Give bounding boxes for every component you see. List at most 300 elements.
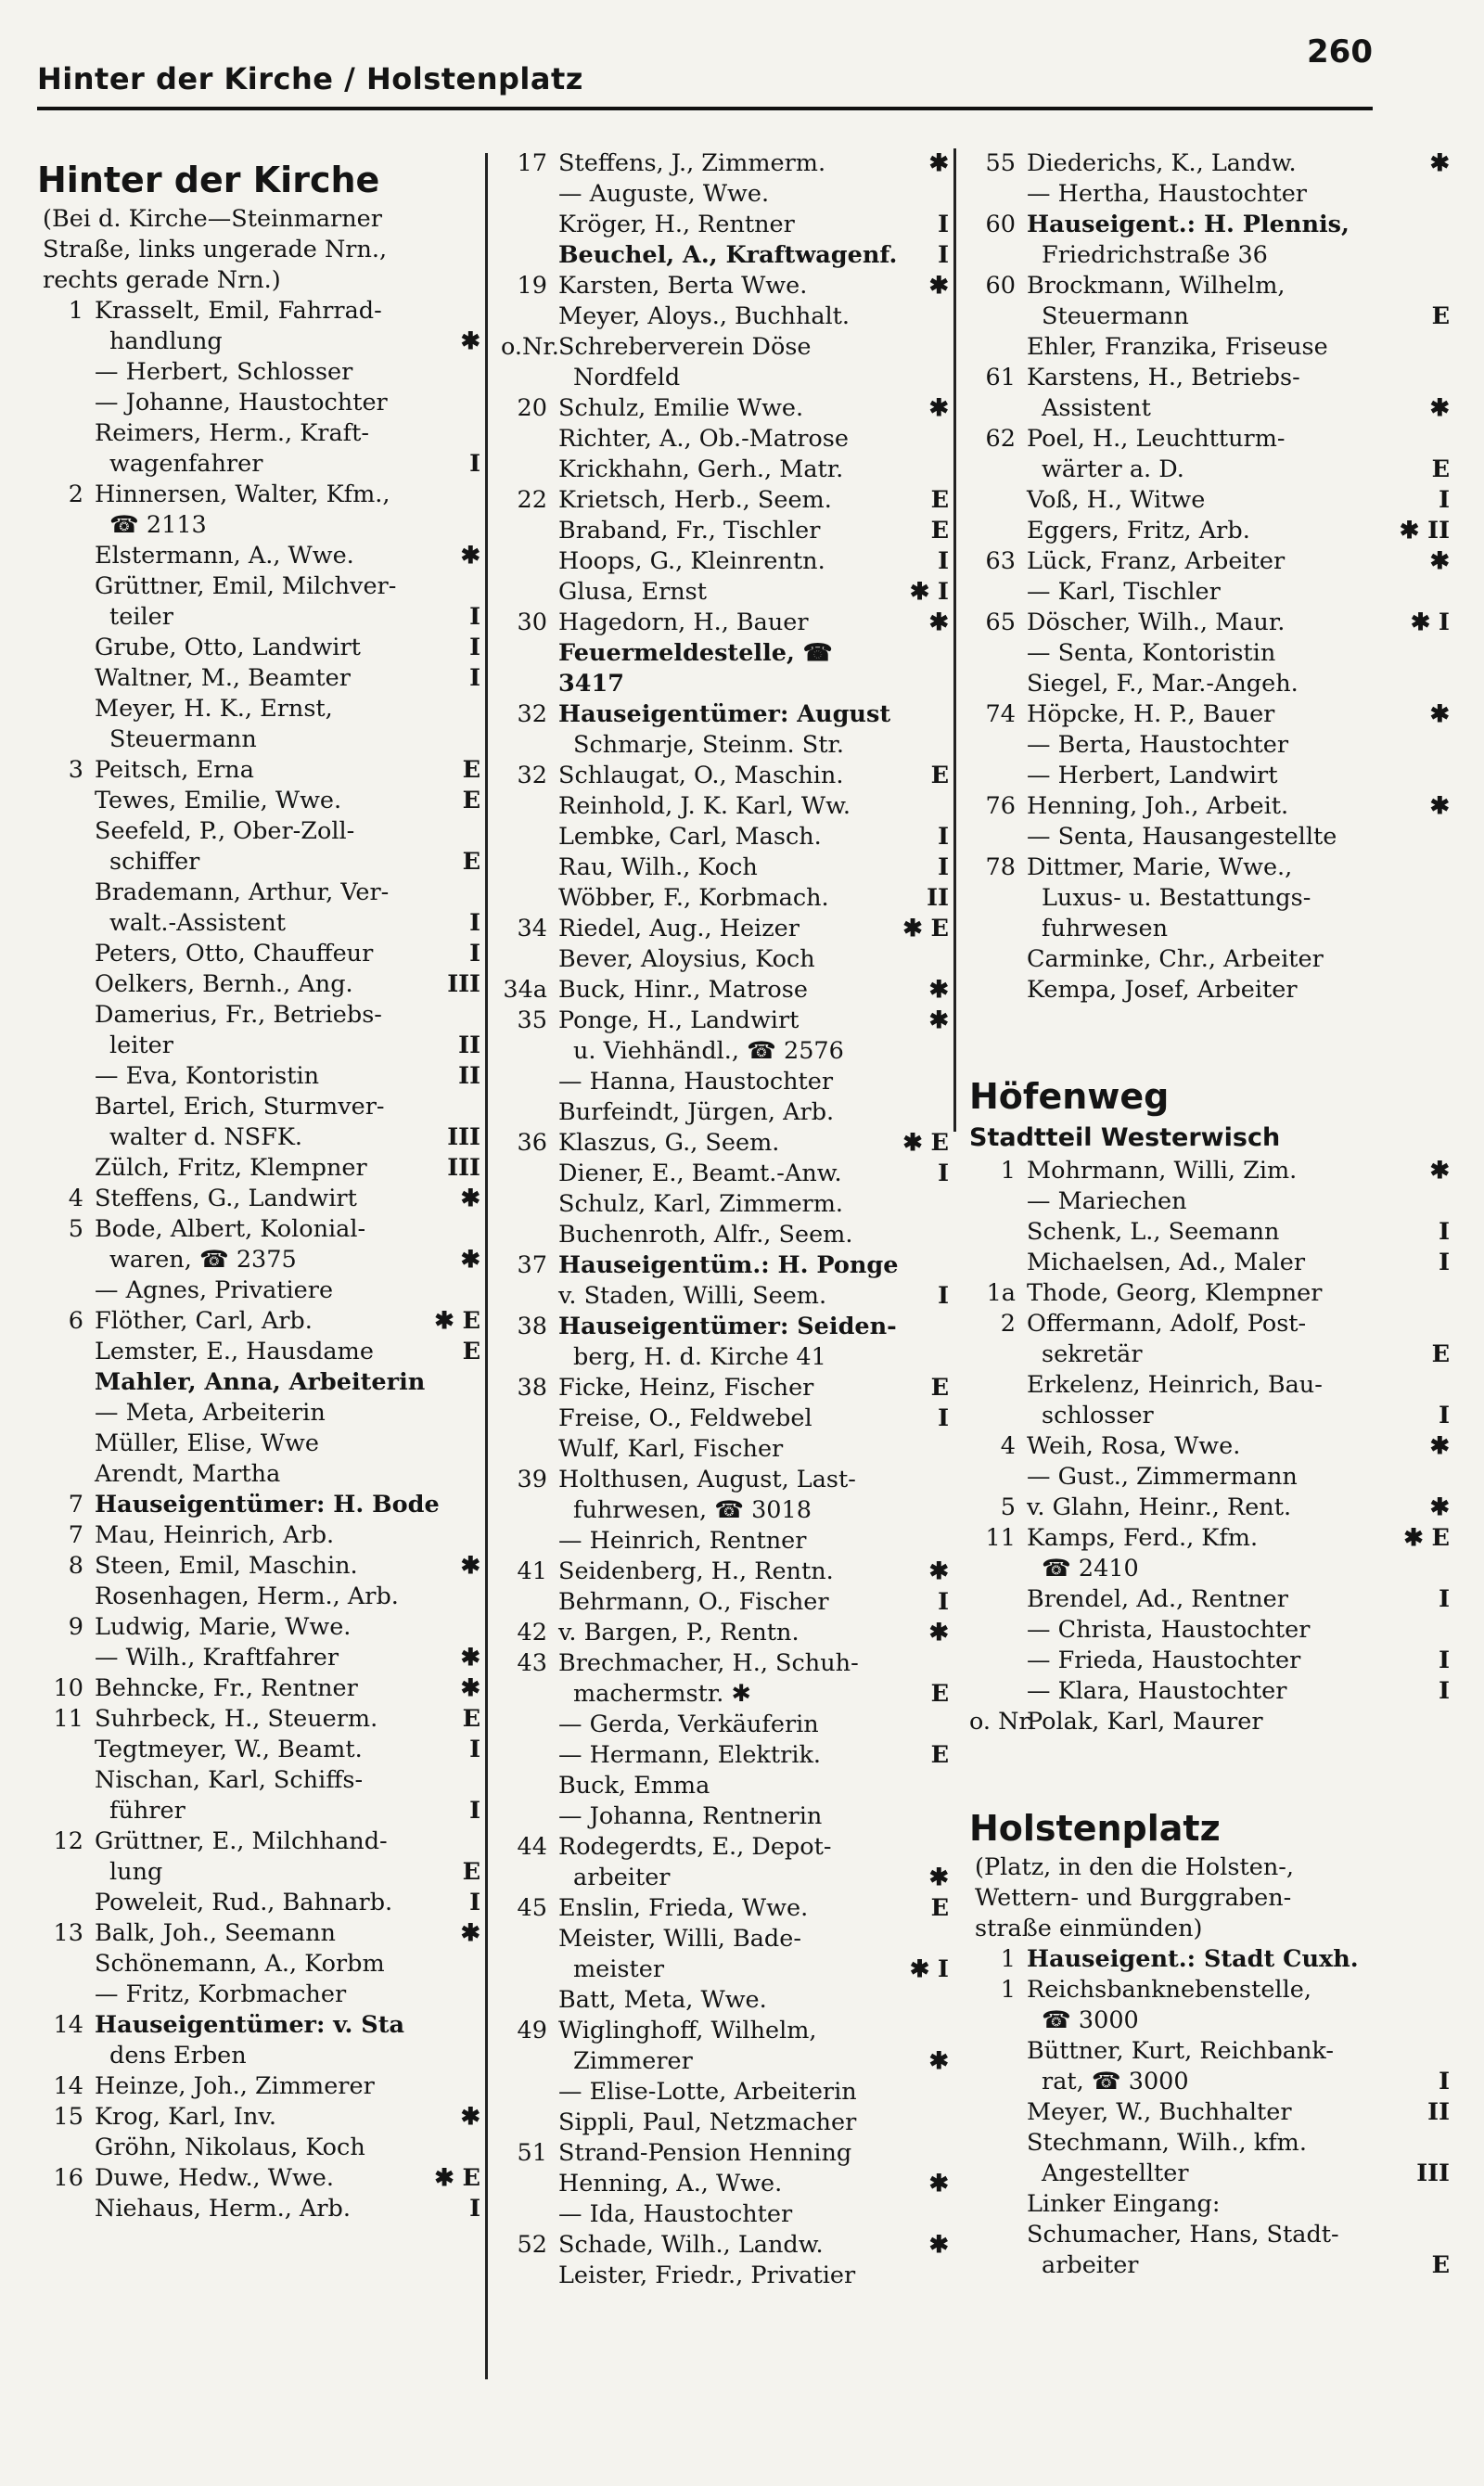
resident-text: Brademann, Arthur, Ver- [95, 878, 390, 906]
house-number: 10 [53, 1674, 83, 1702]
floor-marker: ✱ [928, 149, 949, 177]
directory-entry [969, 363, 1452, 393]
floor-marker: ✱ E [902, 1129, 949, 1157]
column-right [969, 148, 1452, 2281]
directory-entry [969, 852, 1452, 883]
resident-text: waren, ☎ 2375 [109, 1246, 297, 1274]
directory-entry [969, 1523, 1452, 1554]
resident-text: Assistent [1042, 394, 1151, 422]
resident-text: rat, ☎ 3000 [1042, 2068, 1189, 2095]
resident-text: Nischan, Karl, Schiffs- [95, 1766, 364, 1794]
resident-text: — Johanna, Rentnerin [558, 1802, 823, 1830]
directory-entry [37, 1857, 482, 1888]
resident-text: Schulz, Emilie Wwe. [558, 394, 804, 422]
directory-entry [501, 210, 951, 240]
resident-text: — Herbert, Landwirt [1027, 762, 1278, 789]
resident-text: Döscher, Wilh., Maur. [1027, 609, 1286, 636]
directory-entry [969, 240, 1452, 271]
resident-text: Holthusen, August, Last- [558, 1466, 856, 1493]
house-number: 44 [517, 1833, 547, 1861]
street-heading: Holstenplatz [969, 1808, 1221, 1849]
resident-text: 3417 [558, 670, 624, 698]
resident-text: — Elise-Lotte, Arbeiterin [558, 2078, 857, 2106]
resident-text: ☎ 2113 [109, 511, 207, 539]
resident-text: Burfeindt, Jürgen, Arb. [558, 1098, 835, 1126]
directory-entry [501, 546, 951, 577]
resident-text: schlosser [1042, 1402, 1154, 1429]
resident-text: walter d. NSFK. [109, 1123, 302, 1151]
resident-text: Meyer, H. K., Ernst, [95, 695, 333, 723]
house-number: 60 [985, 272, 1016, 300]
directory-entry [501, 2077, 951, 2108]
floor-marker: I [938, 1160, 949, 1187]
house-number: 22 [517, 486, 547, 514]
resident-text: fuhrwesen, ☎ 3018 [573, 1496, 812, 1524]
floor-marker: ✱ I [909, 1955, 949, 1983]
directory-entry [501, 1648, 951, 1679]
house-number: 52 [517, 2231, 547, 2259]
directory-entry [501, 1006, 951, 1036]
house-number: 11 [985, 1524, 1016, 1552]
directory-entry [501, 1159, 951, 1189]
resident-text: Eggers, Fritz, Arb. [1027, 517, 1250, 545]
floor-marker: ✱ [460, 1246, 480, 1274]
house-number: 15 [53, 2103, 83, 2131]
resident-text: Dittmer, Marie, Wwe., [1027, 853, 1293, 881]
resident-text: Krickhahn, Gerh., Matr. [558, 455, 844, 483]
resident-text: schiffer [109, 848, 200, 876]
directory-entry [969, 271, 1452, 301]
resident-text: Brockmann, Wilhelm, [1027, 272, 1286, 300]
directory-entry [501, 1220, 951, 1250]
resident-text: Sippli, Paul, Netzmacher [558, 2108, 857, 2136]
directory-entry [969, 1217, 1452, 1248]
house-number: 62 [985, 425, 1016, 453]
floor-marker: E [462, 1705, 480, 1733]
resident-text: v. Glahn, Heinr., Rent. [1027, 1493, 1292, 1521]
column-left [37, 148, 482, 2224]
directory-entry [501, 179, 951, 210]
resident-text: Höpcke, H. P., Bauer [1027, 700, 1275, 728]
directory-entry [501, 975, 951, 1006]
house-number: 74 [985, 700, 1016, 728]
resident-text: Polak, Karl, Maurer [1027, 1708, 1263, 1736]
resident-text: Richter, A., Ob.-Matrose [558, 425, 849, 453]
street-heading: Hinter der Kirche [37, 160, 380, 200]
directory-entry [501, 1465, 951, 1495]
directory-entry [501, 1036, 951, 1067]
directory-entry [969, 1248, 1452, 1278]
resident-text: Schlaugat, O., Maschin. [558, 762, 844, 789]
resident-text: Steffens, J., Zimmerm. [558, 149, 826, 177]
street-description: (Bei d. Kirche—Steinmarner [43, 205, 382, 233]
resident-text: — Auguste, Wwe. [558, 180, 770, 208]
resident-text: Grüttner, E., Milchhand- [95, 1827, 388, 1855]
floor-marker: I [938, 1282, 949, 1310]
resident-text: Hauseigent.: H. Plennis, [1027, 211, 1350, 238]
house-number: 30 [517, 609, 547, 636]
directory-entry [501, 730, 951, 761]
floor-marker: E [1431, 302, 1450, 330]
floor-marker: I [469, 940, 480, 967]
floor-marker: ✱ [1429, 394, 1450, 422]
resident-text: — Klara, Haustochter [1027, 1677, 1287, 1705]
house-number: 16 [53, 2164, 83, 2192]
house-number: 19 [517, 272, 547, 300]
floor-marker: III [1416, 2159, 1450, 2187]
floor-marker: ✱ [460, 1674, 480, 1702]
directory-entry [969, 1646, 1452, 1676]
directory-entry [969, 730, 1452, 761]
directory-entry [501, 1189, 951, 1220]
resident-text: ☎ 3000 [1042, 2006, 1139, 2034]
resident-text: Meyer, Aloys., Buchhalt. [558, 302, 851, 330]
house-number: 43 [517, 1649, 547, 1677]
directory-entry [501, 1526, 951, 1557]
directory-entry [969, 2005, 1452, 2036]
directory-entry [969, 2067, 1452, 2097]
directory-entry [37, 1398, 482, 1429]
directory-entry [501, 485, 951, 516]
directory-entry [37, 1367, 482, 1398]
resident-text: führer [109, 1797, 186, 1825]
district-subheading: Stadtteil Westerwisch [969, 1123, 1281, 1152]
directory-entry [969, 1615, 1452, 1646]
directory-entry [969, 1370, 1452, 1401]
directory-entry [969, 699, 1452, 730]
house-number: 20 [517, 394, 547, 422]
resident-text: — Berta, Haustochter [1027, 731, 1289, 759]
resident-text: — Johanne, Haustochter [95, 389, 388, 416]
resident-text: Nordfeld [573, 364, 681, 391]
directory-entry [37, 2010, 482, 2041]
directory-entry [969, 393, 1452, 424]
resident-text: Steuermann [1042, 302, 1189, 330]
directory-entry [969, 577, 1452, 608]
floor-marker: II [927, 884, 949, 912]
resident-text: Brendel, Ad., Rentner [1027, 1585, 1288, 1613]
directory-entry [501, 822, 951, 852]
house-number: 37 [517, 1251, 547, 1279]
resident-text: — Herbert, Schlosser [95, 358, 353, 386]
directory-entry [37, 1949, 482, 1980]
house-number: 78 [985, 853, 1016, 881]
directory-entry [37, 1796, 482, 1826]
resident-text: Hinnersen, Walter, Kfm., [95, 481, 390, 508]
floor-marker: ✱ [928, 1557, 949, 1585]
resident-text: Rau, Wilh., Koch [558, 853, 758, 881]
directory-entry [969, 148, 1452, 179]
resident-text: — Senta, Kontoristin [1027, 639, 1276, 667]
house-number: 65 [985, 609, 1016, 636]
resident-text: Lemster, E., Hausdame [95, 1338, 374, 1365]
directory-entry [37, 327, 482, 357]
page-number: 260 [1307, 33, 1373, 70]
floor-marker: E [930, 762, 949, 789]
house-number: 6 [68, 1307, 83, 1335]
house-number: 1 [68, 297, 83, 325]
floor-marker: III [447, 970, 480, 998]
directory-entry [37, 2133, 482, 2163]
resident-text: berg, H. d. Kirche 41 [573, 1343, 826, 1371]
directory-entry [501, 1832, 951, 1863]
resident-text: Suhrbeck, H., Steuerm. [95, 1705, 378, 1733]
resident-text: Grüttner, Emil, Milchver- [95, 572, 397, 600]
resident-text: — Fritz, Korbmacher [95, 1980, 347, 2008]
resident-text: Kamps, Ferd., Kfm. [1027, 1524, 1259, 1552]
directory-entry [501, 1067, 951, 1097]
directory-entry [37, 296, 482, 327]
resident-text: Hoops, G., Kleinrentn. [558, 547, 825, 575]
floor-marker: ✱ I [909, 578, 949, 606]
resident-text: Linker Eingang: [1027, 2190, 1221, 2218]
directory-entry [969, 638, 1452, 669]
directory-entry [969, 2220, 1452, 2250]
resident-text: Ficke, Heinz, Fischer [558, 1374, 814, 1402]
resident-text: Lück, Franz, Arbeiter [1027, 547, 1286, 575]
street-description: straße einmünden) [975, 1915, 1203, 1942]
floor-marker: E [1431, 455, 1450, 483]
directory-entry [501, 852, 951, 883]
resident-text: Schade, Wilh., Landw. [558, 2231, 824, 2259]
resident-text: Schumacher, Hans, Stadt- [1027, 2221, 1339, 2249]
directory-entry [501, 638, 951, 669]
directory-entry [969, 944, 1452, 975]
floor-marker: III [447, 1154, 480, 1182]
resident-text: Flöther, Carl, Arb. [95, 1307, 313, 1335]
directory-entry [501, 240, 951, 271]
floor-marker: ✱ [1429, 149, 1450, 177]
directory-entry [37, 1153, 482, 1184]
directory-entry [37, 1612, 482, 1643]
resident-text: Diederichs, K., Landw. [1027, 149, 1297, 177]
directory-entry [969, 516, 1452, 546]
directory-entry [969, 2097, 1452, 2128]
resident-text: Reinhold, J. K. Karl, Ww. [558, 792, 851, 820]
resident-text: Thode, Georg, Klempner [1027, 1279, 1323, 1307]
floor-marker: E [462, 1338, 480, 1365]
floor-marker: ✱ [928, 1619, 949, 1647]
directory-entry [969, 914, 1452, 944]
house-number: 5 [68, 1215, 83, 1243]
floor-marker: ✱ I [1410, 609, 1450, 636]
directory-entry [501, 1740, 951, 1771]
directory-entry [501, 1801, 951, 1832]
floor-marker: I [1439, 1585, 1450, 1613]
directory-entry [969, 1278, 1452, 1309]
resident-text: Braband, Fr., Tischler [558, 517, 821, 545]
resident-text: Wiglinghoff, Wilhelm, [558, 2017, 817, 2044]
directory-entry [37, 1306, 482, 1337]
resident-text: Mau, Heinrich, Arb. [95, 1521, 335, 1549]
floor-marker: ✱ [1429, 1157, 1450, 1185]
resident-text: Diener, E., Beamt.-Anw. [558, 1160, 842, 1187]
directory-entry [501, 363, 951, 393]
directory-entry [37, 1031, 482, 1061]
directory-entry [501, 148, 951, 179]
house-number: 34 [517, 915, 547, 942]
house-number: 13 [53, 1919, 83, 1947]
resident-text: — Eva, Kontoristin [95, 1062, 320, 1090]
resident-text: Erkelenz, Heinrich, Bau- [1027, 1371, 1323, 1399]
directory-entry [37, 1673, 482, 1704]
resident-text: Schreberverein Döse [558, 333, 812, 361]
directory-entry [37, 1765, 482, 1796]
resident-text: — Wilh., Kraftfahrer [95, 1644, 339, 1672]
resident-text: Karsten, Berta Wwe. [558, 272, 808, 300]
directory-entry [37, 633, 482, 663]
floor-marker: E [462, 756, 480, 784]
floor-marker: I [469, 2195, 480, 2223]
directory-entry [501, 1679, 951, 1710]
resident-text: — Mariechen [1027, 1187, 1187, 1215]
directory-entry [969, 2159, 1452, 2189]
house-number: 38 [517, 1313, 547, 1340]
resident-text: Karstens, H., Betriebs- [1027, 364, 1300, 391]
resident-text: — Hanna, Haustochter [558, 1068, 834, 1096]
street-description: rechts gerade Nrn.) [43, 266, 281, 294]
directory-entry [37, 1888, 482, 1918]
resident-text: arbeiter [573, 1864, 671, 1891]
floor-marker: ✱ [928, 1006, 949, 1034]
directory-entry [501, 1924, 951, 1954]
resident-text: — Ida, Haustochter [558, 2200, 793, 2228]
resident-text: Klaszus, G., Seem. [558, 1129, 780, 1157]
house-number: 12 [53, 1827, 83, 1855]
resident-text: Rodegerdts, E., Depot- [558, 1833, 832, 1861]
floor-marker: ✱ [460, 1185, 480, 1212]
house-number: 11 [53, 1705, 83, 1733]
floor-marker: I [938, 853, 949, 881]
resident-text: Friedrichstraße 36 [1042, 241, 1268, 269]
floor-marker: E [1431, 2251, 1450, 2279]
floor-marker: I [469, 1736, 480, 1763]
floor-marker: I [469, 1797, 480, 1825]
directory-entry [37, 908, 482, 939]
directory-entry [501, 1495, 951, 1526]
directory-entry [37, 847, 482, 878]
house-number: 9 [68, 1613, 83, 1641]
directory-entry [37, 755, 482, 786]
house-number: 1 [1000, 1976, 1016, 2004]
floor-marker: E [462, 787, 480, 814]
resident-text: Damerius, Fr., Betriebs- [95, 1001, 382, 1029]
resident-text: — Meta, Arbeiterin [95, 1399, 326, 1427]
directory-entry [969, 1676, 1452, 1707]
directory-entry [37, 1704, 482, 1735]
resident-text: Strand-Pension Henning [558, 2139, 852, 2167]
floor-marker: I [1439, 486, 1450, 514]
page-header [37, 28, 1373, 110]
floor-marker: I [1439, 2068, 1450, 2095]
resident-text: Offermann, Adolf, Post- [1027, 1310, 1307, 1338]
floor-marker: I [938, 547, 949, 575]
floor-marker: III [447, 1123, 480, 1151]
house-number: 17 [517, 149, 547, 177]
directory-entry [969, 1584, 1452, 1615]
directory-entry [501, 2230, 951, 2261]
resident-text: Hauseigentümer: v. Sta [95, 2011, 404, 2039]
resident-text: Mohrmann, Willi, Zim. [1027, 1157, 1298, 1185]
floor-marker: I [469, 664, 480, 692]
directory-entry [969, 822, 1452, 852]
floor-marker: E [462, 848, 480, 876]
directory-entry [37, 2041, 482, 2071]
directory-entry [501, 2261, 951, 2291]
directory-entry [501, 1342, 951, 1373]
directory-entry [501, 271, 951, 301]
directory-entry [37, 786, 482, 816]
directory-entry [969, 669, 1452, 699]
directory-entry [37, 1735, 482, 1765]
floor-marker: I [938, 1588, 949, 1616]
street-description: (Platz, in den die Holsten-, [975, 1853, 1294, 1881]
directory-entry [501, 516, 951, 546]
directory-entry [501, 1863, 951, 1893]
resident-text: Henning, A., Wwe. [558, 2170, 783, 2198]
house-number: 39 [517, 1466, 547, 1493]
resident-text: Riedel, Aug., Heizer [558, 915, 800, 942]
resident-text: — Agnes, Privatiere [95, 1276, 334, 1304]
resident-text: Hauseigentümer: Seiden- [558, 1313, 897, 1340]
directory-entry [501, 1250, 951, 1281]
resident-text: Behrmann, O., Fischer [558, 1588, 829, 1616]
directory-entry [969, 2036, 1452, 2067]
floor-marker: ✱ [1429, 1493, 1450, 1521]
directory-entry [37, 1490, 482, 1520]
house-number: 41 [517, 1557, 547, 1585]
directory-entry [501, 944, 951, 975]
floor-marker: ✱ [460, 2103, 480, 2131]
resident-text: Siegel, F., Mar.-Angeh. [1027, 670, 1298, 698]
resident-text: Behncke, Fr., Rentner [95, 1674, 358, 1702]
directory-entry [969, 1462, 1452, 1493]
resident-text: Krietsch, Herb., Seem. [558, 486, 832, 514]
house-number: o. Nr. [969, 1708, 1035, 1736]
house-number: 8 [68, 1552, 83, 1580]
section-spacer [969, 1737, 1452, 1797]
resident-text: Müller, Elise, Wwe [95, 1429, 319, 1457]
directory-entry [37, 1000, 482, 1031]
resident-text: Lembke, Carl, Masch. [558, 823, 822, 851]
resident-text: Schmarje, Steinm. Str. [573, 731, 844, 759]
floor-marker: ✱ [460, 1644, 480, 1672]
resident-text: Buck, Emma [558, 1772, 710, 1800]
directory-entry [969, 883, 1452, 914]
directory-entry [37, 449, 482, 480]
directory-entry [501, 1587, 951, 1618]
directory-entry [501, 2046, 951, 2077]
floor-marker: I [469, 909, 480, 937]
floor-marker: ✱ [928, 272, 949, 300]
resident-text: Angestellter [1042, 2159, 1189, 2187]
floor-marker: ✱ [1429, 792, 1450, 820]
floor-marker: ✱ [460, 1552, 480, 1580]
resident-text: Luxus- u. Bestattungs- [1042, 884, 1311, 912]
resident-text: walt.-Assistent [109, 909, 286, 937]
house-number: 5 [1000, 1493, 1016, 1521]
floor-marker: ✱ [928, 2231, 949, 2259]
directory-entry [37, 602, 482, 633]
directory-entry [501, 1618, 951, 1648]
house-number: 1a [986, 1279, 1016, 1307]
resident-text: Poel, H., Leuchtturm- [1027, 425, 1286, 453]
house-number: 3 [68, 756, 83, 784]
directory-entry [969, 1707, 1452, 1737]
resident-text: Henning, Joh., Arbeit. [1027, 792, 1289, 820]
column-middle [501, 148, 951, 2291]
resident-text: Hagedorn, H., Bauer [558, 609, 809, 636]
